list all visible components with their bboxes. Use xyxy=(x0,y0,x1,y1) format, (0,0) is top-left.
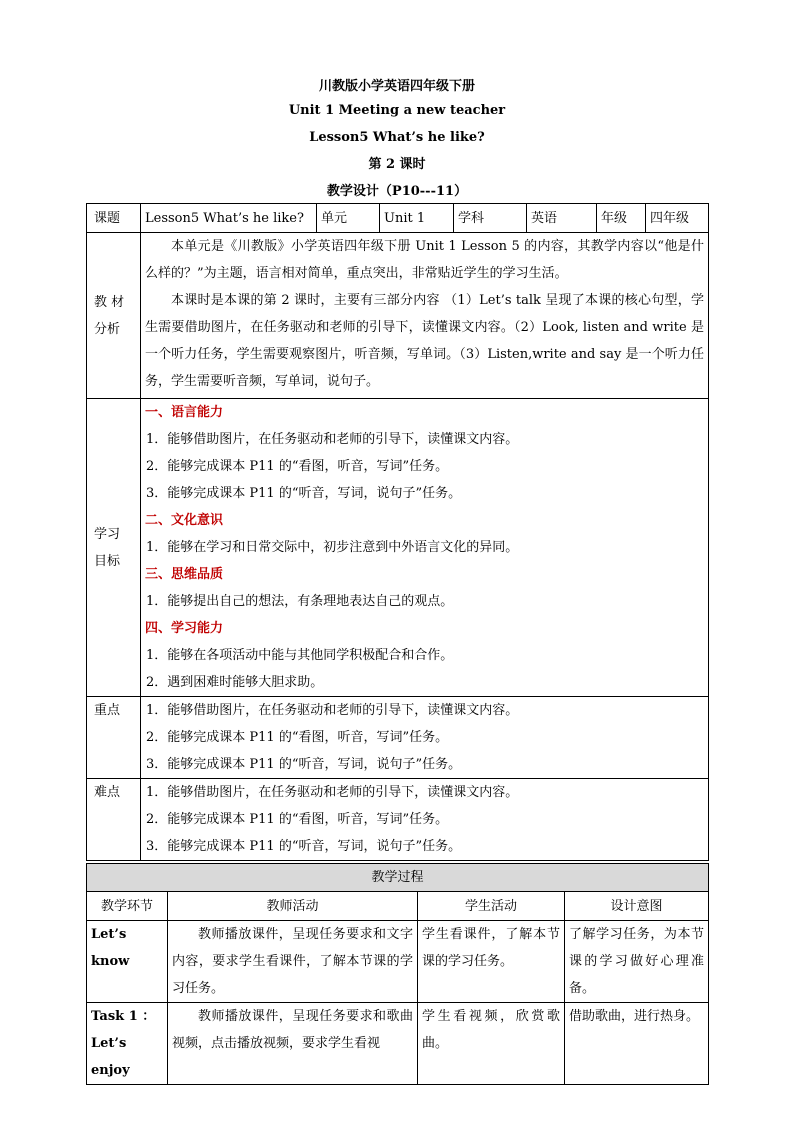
stage-cell: Task 1 ：Let’s enjoy xyxy=(87,1003,168,1085)
analysis-para1: 本单元是《川教版》小学英语四年级下册 Unit 1 Lesson 5 的内容，其教学内容以“他是什么样的？”为主题，语言相对简单，重点突出，非常贴近学生的学习生活。 xyxy=(145,239,704,281)
unit-value: Unit 1 xyxy=(380,204,454,233)
lesson-info-table xyxy=(86,203,709,861)
difficult-points-row xyxy=(87,779,709,861)
teacher-activity-cell: 教师播放课件，呈现任务要求和歌曲视频，点击播放视频，要求学生看视 xyxy=(168,1003,418,1085)
difficult-point-item: 1．能够借助图片，在任务驱动和老师的引导下，读懂课文内容。 xyxy=(146,785,519,800)
info-row xyxy=(87,204,709,233)
process-header-row xyxy=(87,892,709,921)
col-header-teacher: 教师活动 xyxy=(168,892,418,921)
analysis-content xyxy=(141,233,709,399)
student-activity-cell: 学生看课件，了解本节课的学习任务。 xyxy=(418,921,565,1003)
doc-unit: Unit 1 Meeting a new teacher xyxy=(288,103,506,118)
goal-item: 2．能够完成课本 P11 的“看图，听音，写词”任务。 xyxy=(146,459,449,474)
teaching-process-table xyxy=(86,863,709,1085)
difficult-point-item: 3．能够完成课本 P11 的“听音，写词，说句子”任务。 xyxy=(146,839,462,854)
goals-label xyxy=(87,399,141,697)
design-intent-cell: 借助歌曲，进行热身。 xyxy=(565,1003,709,1085)
key-points-content xyxy=(141,697,709,779)
goals-row xyxy=(87,399,709,697)
unit-label: 单元 xyxy=(317,204,380,233)
topic-label: 课题 xyxy=(87,204,141,233)
doc-title: 川教版小学英语四年级下册 xyxy=(318,79,475,94)
process-title: 教学过程 xyxy=(87,864,709,892)
goal-item: 1．能够提出自己的想法，有条理地表达自己的观点。 xyxy=(146,594,454,609)
goal-item: 2．遇到困难时能够大胆求助。 xyxy=(146,675,324,690)
doc-lesson: Lesson5 What’s he like? xyxy=(309,130,485,145)
design-intent-cell: 了解学习任务，为本节课的学习做好心理准备。 xyxy=(565,921,709,1003)
goal-section-learning: 四、学习能力 xyxy=(145,621,224,636)
goals-label-line1: 学习 xyxy=(94,526,121,542)
goal-item: 3．能够完成课本 P11 的“听音，写词，说句子”任务。 xyxy=(146,486,462,501)
doc-period: 第 2 课时 xyxy=(368,157,426,172)
teacher-activity-cell: 教师播放课件，呈现任务要求和文字内容，要求学生看课件，了解本节课的学习任务。 xyxy=(168,921,418,1003)
grade-value: 四年级 xyxy=(646,204,709,233)
analysis-label-line1: 教 材 xyxy=(94,294,125,310)
table-row xyxy=(87,1003,709,1085)
goal-item: 1．能够在学习和日常交际中，初步注意到中外语言文化的异同。 xyxy=(146,540,519,555)
goal-item: 1．能够借助图片，在任务驱动和老师的引导下，读懂课文内容。 xyxy=(146,432,519,447)
goals-label-line2: 目标 xyxy=(94,553,121,569)
analysis-row xyxy=(87,233,709,399)
analysis-label-line2: 分析 xyxy=(94,321,121,337)
subject-value: 英语 xyxy=(527,204,597,233)
goals-content xyxy=(141,399,709,697)
goal-section-thinking: 三、思维品质 xyxy=(145,567,224,582)
doc-subtitle: 教学设计（P10---11） xyxy=(326,184,468,199)
col-header-intent: 设计意图 xyxy=(565,892,709,921)
difficult-points-content xyxy=(141,779,709,861)
stage-cell: Let’s know xyxy=(87,921,168,1003)
col-header-student: 学生活动 xyxy=(418,892,565,921)
key-points-label: 重点 xyxy=(87,697,141,779)
goal-section-language: 一、语言能力 xyxy=(145,405,224,420)
student-activity-cell: 学生看视频，欣赏歌曲。 xyxy=(418,1003,565,1085)
table-row xyxy=(87,921,709,1003)
goal-item: 1．能够在各项活动中能与其他同学积极配合和合作。 xyxy=(146,648,454,663)
key-point-item: 3．能够完成课本 P11 的“听音，写词，说句子”任务。 xyxy=(146,757,462,772)
grade-label: 年级 xyxy=(597,204,646,233)
subject-label: 学科 xyxy=(454,204,527,233)
key-points-row xyxy=(87,697,709,779)
analysis-para2: 本课时是本课的第 2 课时，主要有三部分内容 （1）Let’s talk 呈现了本课的核心句型，学生需要借助图片，在任务驱动和老师的引导下，读懂课文内容。（2）Look, listen and write 是一个听力任务，学生需要观察图片，听音频，写单词。（3）Listen,write and say 是一个听力任务，学生需要听音频，写单词，说句子。 xyxy=(145,293,704,389)
key-point-item: 2．能够完成课本 P11 的“看图，听音，写词”任务。 xyxy=(146,730,449,745)
key-point-item: 1．能够借助图片，在任务驱动和老师的引导下，读懂课文内容。 xyxy=(146,703,519,718)
difficult-point-item: 2．能够完成课本 P11 的“看图，听音，写词”任务。 xyxy=(146,812,449,827)
col-header-stage: 教学环节 xyxy=(87,892,168,921)
goal-section-culture: 二、文化意识 xyxy=(145,513,224,528)
difficult-points-label: 难点 xyxy=(87,779,141,861)
topic-value: Lesson5 What’s he like? xyxy=(141,204,317,233)
analysis-label xyxy=(87,233,141,399)
